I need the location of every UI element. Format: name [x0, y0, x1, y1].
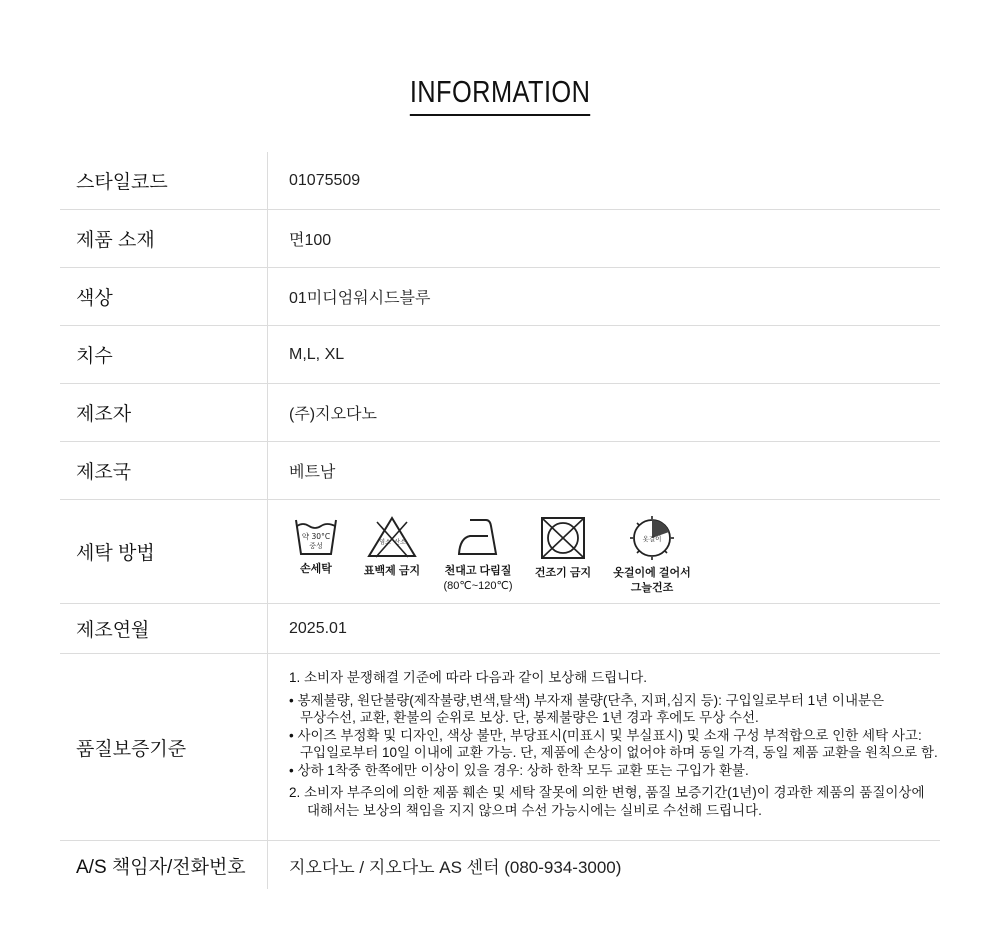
row-label: A/S 책임자/전화번호: [60, 841, 268, 889]
row-value: 01미디엄워시드블루: [289, 290, 431, 307]
oxygen-text: 산소: [394, 539, 406, 546]
row-label: 제조자: [60, 384, 268, 441]
wash-item-no-bleach: [358, 516, 426, 579]
row-label: 제품 소재: [60, 210, 268, 267]
wash-caption: 표백제 금지: [363, 565, 421, 577]
quality-line: • 봉제불량, 원단불량(제작불량,변색,탈색) 부자재 불량(단추, 지퍼,심지 등): 구입일로부터 1년 이내분은: [289, 692, 885, 708]
table-row-washing: [60, 500, 940, 604]
row-label: 제조국: [60, 442, 268, 499]
row-label: 스타일코드: [60, 152, 268, 209]
table-row-material: [60, 210, 940, 268]
quality-line: • 상하 1착중 한쪽에만 이상이 있을 경우: 상하 한착 모두 교환 또는 구입가 환불.: [289, 762, 749, 778]
no-bleach-icon: [367, 516, 417, 558]
row-value: 면100: [289, 232, 332, 249]
quality-line: 무상수선, 교환, 환불의 순위로 보상. 단, 봉제불량은 1년 경과 후에도 무상 수선.: [300, 710, 759, 725]
line-dry-shade-icon: [628, 516, 676, 560]
row-label: 품질보증기준: [60, 654, 268, 840]
wash-caption: 손세탁: [300, 563, 332, 575]
tub-temp-text: 약 30°C: [301, 532, 331, 541]
wash-item-iron: [440, 516, 516, 594]
wash-caption: [613, 566, 690, 596]
iron-icon: [456, 516, 500, 558]
table-row-manufacture-date: [60, 604, 940, 654]
row-value: 베트남: [289, 464, 336, 481]
row-value: (주)지오다노: [289, 406, 377, 423]
quality-line: 2. 소비자 부주의에 의한 제품 훼손 및 세탁 잘못에 의한 변형, 품질 보증기간(1년)이 경과한 제품의 품질이상에: [289, 785, 925, 800]
chlorine-text: 염소: [379, 539, 391, 546]
wash-item-hand-wash: [288, 516, 344, 577]
wash-caption-line1: 옷걸이에 걸어서: [613, 567, 691, 579]
page-title: INFORMATION: [410, 74, 591, 116]
tub-detergent-text: 중성: [309, 542, 323, 550]
wash-caption-line2: 그늘건조: [630, 582, 674, 594]
table-row-as-contact: [60, 841, 940, 889]
row-label: 세탁 방법: [60, 500, 268, 603]
page-title-wrap: [0, 74, 1000, 116]
product-info-table: [60, 152, 940, 889]
quality-line: 대해서는 보상의 책임을 지지 않으며 수선 가능시에는 실비로 수선해 드립니다.: [307, 802, 762, 818]
row-label: 제조연월: [60, 604, 268, 653]
row-value: M,L, XL: [289, 345, 345, 363]
wash-caption-line1: 천대고 다림질: [444, 565, 512, 577]
quality-text: [268, 654, 940, 840]
table-row-size: [60, 326, 940, 384]
row-value: 01075509: [289, 171, 361, 189]
row-label: 색상: [60, 268, 268, 325]
table-row-country: [60, 442, 940, 500]
wash-caption: [443, 564, 512, 594]
row-value: 2025.01: [289, 619, 347, 637]
row-label: 치수: [60, 326, 268, 383]
quality-line: • 사이즈 부정확 및 디자인, 색상 불만, 부당표시(미표시 및 부실표시) 및 소재 구성 부적합으로 인한 세탁 사고:: [289, 727, 922, 743]
wash-item-no-tumble-dry: [530, 516, 596, 581]
table-row-manufacturer: [60, 384, 940, 442]
quality-line: 1. 소비자 분쟁해결 기준에 따라 다음과 같이 보상해 드립니다.: [289, 670, 647, 685]
table-row-style-code: [60, 152, 940, 210]
table-row-quality: [60, 654, 940, 841]
no-tumble-dry-icon: [540, 516, 586, 560]
hanger-text: 옷걸이: [642, 535, 662, 543]
row-value: 지오다노 / 지오다노 AS 센터 (080-934-3000): [289, 857, 622, 877]
hand-wash-icon: [294, 516, 338, 556]
wash-caption-line2: (80℃~120℃): [443, 580, 513, 592]
wash-caption: 건조기 금지: [534, 567, 592, 579]
washing-icons: [268, 500, 940, 603]
quality-line: 구입일로부터 10일 이내에 교환 가능. 단, 제품에 손상이 없어야 하며 동일 가격, 동일 제품 교환을 원칙으로 함.: [300, 745, 938, 760]
wash-item-line-dry: [610, 516, 694, 596]
table-row-color: [60, 268, 940, 326]
